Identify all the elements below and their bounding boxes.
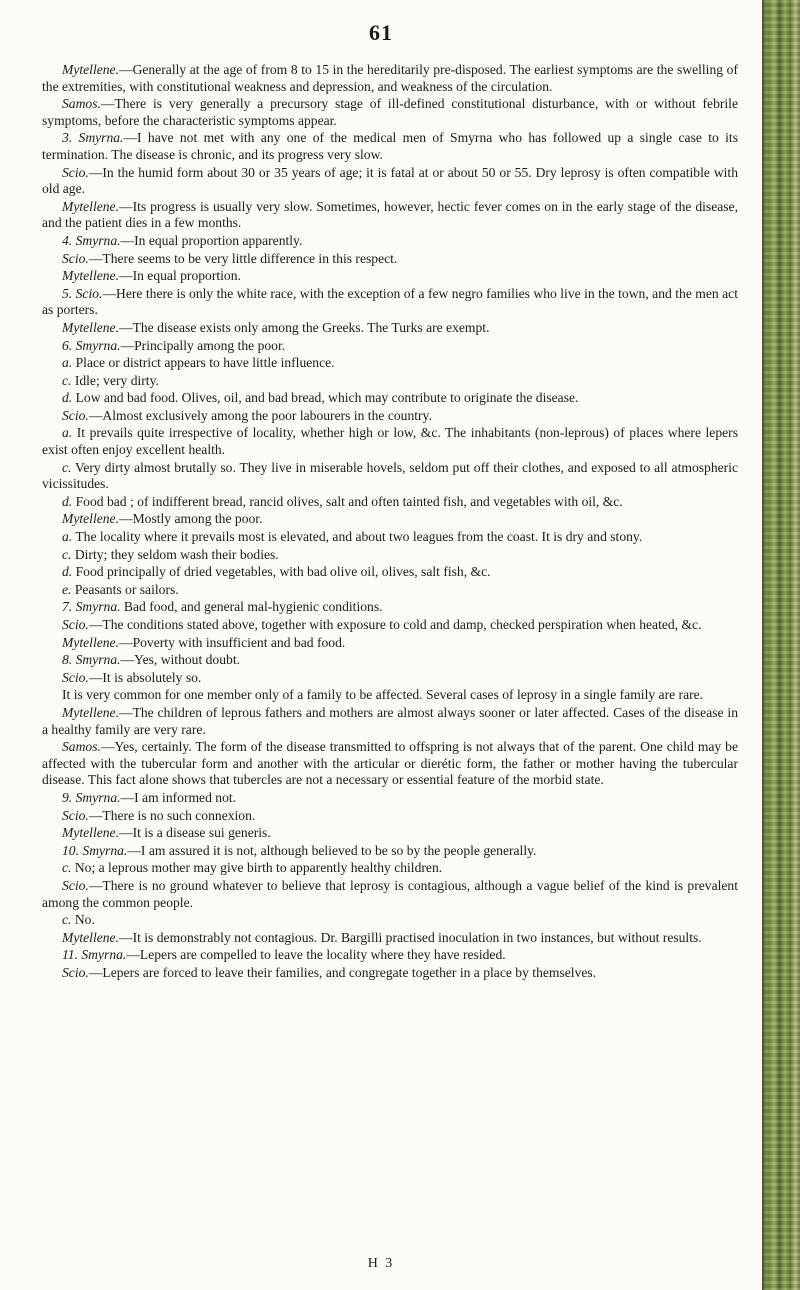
paragraph bbox=[42, 912, 738, 929]
paragraph-text: —In equal proportion. bbox=[118, 268, 241, 284]
paragraph-text: —Lepers are compelled to leave the locality where they have resided. bbox=[126, 947, 506, 963]
paragraph-text: —Poverty with insufficient and bad food. bbox=[118, 634, 346, 650]
paragraph-lead: Mytellene. bbox=[62, 511, 119, 527]
paragraph-text: —Here there is only the white race, with the exception of a few negro families who live in the town, and the men act as porters. bbox=[42, 285, 738, 318]
paragraph-lead: 8. Smyrna. bbox=[62, 652, 121, 668]
paragraph-text: —It is a disease sui generis. bbox=[118, 825, 271, 841]
paragraph bbox=[42, 62, 738, 95]
paragraph bbox=[42, 808, 738, 825]
paragraph bbox=[42, 843, 738, 860]
paragraph bbox=[42, 268, 738, 285]
paragraph-text: —Yes, without doubt. bbox=[120, 652, 241, 668]
paragraph bbox=[42, 355, 738, 372]
paragraph bbox=[42, 165, 738, 198]
paragraph bbox=[42, 930, 738, 947]
paragraph-text: It prevails quite irrespective of locality, whether high or low, &c. The inhabitants (non-leprous) of places where lepers exist often enjoy excellent health. bbox=[42, 425, 738, 458]
paragraph-text: —Almost exclusively among the poor labourers in the country. bbox=[88, 407, 432, 423]
paragraph-text: —I am assured it is not, although believed to be so by the people generally. bbox=[127, 842, 537, 858]
paragraph-text: Low and bad food. Olives, oil, and bad bread, which may contribute to originate the disease. bbox=[72, 390, 579, 406]
paragraph-text: —I have not met with any one of the medical men of Smyrna who has followed up a single case to its termination. The disease is chronic, and its progress very slow. bbox=[42, 130, 738, 162]
paragraph-text: —Mostly among the poor. bbox=[118, 511, 263, 527]
paragraph-text: Peasants or sailors. bbox=[71, 581, 179, 597]
paragraph bbox=[42, 320, 738, 337]
paragraph-lead: Scio. bbox=[62, 164, 89, 180]
body-text bbox=[42, 62, 738, 982]
paragraph-text: No. bbox=[71, 912, 95, 928]
paragraph-lead: a. bbox=[62, 529, 73, 545]
paragraph-text: —There seems to be very little difference in this respect. bbox=[88, 250, 398, 266]
paragraph bbox=[42, 564, 738, 581]
paragraph bbox=[42, 547, 738, 564]
book-binding-edge bbox=[762, 0, 800, 1290]
paragraph-text: No; a leprous mother may give birth to apparently healthy children. bbox=[71, 860, 443, 876]
paragraph bbox=[42, 790, 738, 807]
paragraph-lead: 7. Smyrna. bbox=[62, 599, 121, 615]
paragraph-text: It is very common for one member only of a family to be affected. Several cases of leprosy in a single family are rare. bbox=[62, 687, 704, 703]
paragraph bbox=[42, 373, 738, 390]
paragraph-text: —I am informed not. bbox=[120, 789, 237, 805]
paragraph-lead: Mytellene. bbox=[62, 634, 119, 650]
paragraph-lead: c. bbox=[62, 912, 72, 928]
paragraph-text: —It is demonstrably not contagious. Dr. Bargilli practised inoculation in two instances, but without results. bbox=[118, 929, 702, 945]
paragraph-text: —In the humid form about 30 or 35 years of age; it is fatal at or about 50 or 55. Dry leprosy is often compatible with old age. bbox=[42, 164, 738, 197]
paragraph bbox=[42, 599, 738, 616]
paragraph-lead: Mytellene. bbox=[62, 198, 119, 214]
paragraph-lead: 6. Smyrna. bbox=[62, 337, 121, 353]
paragraph-lead: a. bbox=[62, 425, 73, 441]
paragraph bbox=[42, 408, 738, 425]
paragraph bbox=[42, 251, 738, 268]
paragraph bbox=[42, 947, 738, 964]
paragraph-text: —It is absolutely so. bbox=[88, 669, 202, 685]
paragraph bbox=[42, 425, 738, 458]
paragraph-lead: c. bbox=[62, 372, 72, 388]
paragraph-text: Dirty; they seldom wash their bodies. bbox=[71, 546, 279, 562]
paragraph bbox=[42, 199, 738, 232]
paragraph-text: —In equal proportion apparently. bbox=[120, 232, 303, 248]
paragraph-lead: Mytellene. bbox=[62, 268, 119, 284]
paragraph-lead: c. bbox=[62, 546, 72, 562]
paragraph-lead: c. bbox=[62, 860, 72, 876]
paragraph-lead: 9. Smyrna. bbox=[62, 789, 121, 805]
paragraph bbox=[42, 965, 738, 982]
paragraph-lead: d. bbox=[62, 493, 73, 509]
paragraph-lead: 5. Scio. bbox=[62, 285, 103, 301]
paragraph-lead: d. bbox=[62, 564, 73, 580]
paragraph-text: —Lepers are forced to leave their families, and congregate together in a place by themselves. bbox=[88, 964, 597, 980]
paragraph-lead: e. bbox=[62, 581, 72, 597]
paragraph bbox=[42, 130, 738, 163]
paragraph-text: The locality where it prevails most is elevated, and about two leagues from the coast. It is dry and stony. bbox=[72, 529, 643, 545]
paragraph bbox=[42, 705, 738, 738]
paragraph-lead: Samos. bbox=[62, 739, 101, 755]
paragraph-text: —Principally among the poor. bbox=[120, 337, 286, 353]
paragraph bbox=[42, 494, 738, 511]
paragraph bbox=[42, 511, 738, 528]
paragraph-text: Idle; very dirty. bbox=[71, 372, 159, 388]
paragraph-text: Place or district appears to have little influence. bbox=[72, 355, 335, 371]
paragraph-lead: Scio. bbox=[62, 877, 89, 893]
paragraph bbox=[42, 652, 738, 669]
paragraph bbox=[42, 390, 738, 407]
paragraph bbox=[42, 739, 738, 789]
paragraph-text: —The conditions stated above, together with exposure to cold and damp, checked perspiration when heated, &c. bbox=[88, 617, 702, 632]
paragraph-lead: a. bbox=[62, 355, 73, 371]
paragraph bbox=[42, 233, 738, 250]
paragraph-lead: 3. Smyrna. bbox=[62, 130, 124, 146]
paragraph bbox=[42, 687, 738, 704]
paragraph-lead: 11. Smyrna. bbox=[62, 947, 127, 963]
paragraph-lead: Mytellene. bbox=[62, 319, 119, 335]
paragraph bbox=[42, 825, 738, 842]
paragraph-text: —The children of leprous fathers and mothers are almost always sooner or later affected. Cases of the disease in a healthy family are very rare. bbox=[42, 704, 738, 737]
paragraph bbox=[42, 460, 738, 493]
paragraph-text: —Yes, certainly. The form of the disease transmitted to offspring is not always that of the parent. One child may be affected with the tubercular form and another with the articular or dierétic form, the father or mother having the tubercular disease. This fact alone shows that tubercles are not a necessary or essential feature of the morbid state. bbox=[42, 739, 738, 788]
paragraph-lead: Mytellene. bbox=[62, 62, 119, 77]
paragraph-lead: c. bbox=[62, 459, 72, 475]
paragraph-text: Bad food, and general mal-hygienic conditions. bbox=[120, 599, 383, 615]
paragraph-lead: Mytellene. bbox=[62, 929, 119, 945]
paragraph-lead: Scio. bbox=[62, 617, 89, 632]
paragraph bbox=[42, 286, 738, 319]
paragraph-lead: Mytellene. bbox=[62, 704, 119, 720]
page-number: 61 bbox=[369, 20, 393, 45]
paragraph-text: Food principally of dried vegetables, with bad olive oil, olives, salt fish, &c. bbox=[72, 564, 491, 580]
paragraph bbox=[42, 96, 738, 129]
paragraph-lead: Scio. bbox=[62, 964, 89, 980]
paragraph bbox=[42, 582, 738, 599]
paragraph-lead: Scio. bbox=[62, 250, 89, 266]
paragraph-text: —The disease exists only among the Greeks. The Turks are exempt. bbox=[118, 319, 490, 335]
paragraph-lead: Scio. bbox=[62, 407, 89, 423]
paragraph bbox=[42, 617, 738, 634]
paragraph bbox=[42, 635, 738, 652]
paragraph-lead: d. bbox=[62, 390, 73, 406]
paragraph bbox=[42, 860, 738, 877]
paragraph-text: —There is no ground whatever to believe that leprosy is contagious, although a vague belief of the kind is prevalent among the common people. bbox=[42, 877, 738, 910]
paragraph-text: Food bad ; of indifferent bread, rancid olives, salt and often tainted fish, and vegetables with oil, &c. bbox=[72, 493, 623, 509]
paragraph bbox=[42, 529, 738, 546]
paragraph-lead: Scio. bbox=[62, 669, 89, 685]
paragraph bbox=[42, 670, 738, 687]
paragraph-text: —Its progress is usually very slow. Sometimes, however, hectic fever comes on in the early stage of the disease, and the patient dies in a few months. bbox=[42, 198, 738, 231]
paragraph-lead: Samos. bbox=[62, 96, 101, 112]
paragraph-lead: Scio. bbox=[62, 807, 89, 823]
signature-mark: H 3 bbox=[367, 1256, 395, 1271]
paragraph-text: —There is very generally a precursory stage of ill-defined constitutional disturbance, with or without febrile symptoms, before the characteristic symptoms appear. bbox=[42, 96, 738, 128]
paragraph bbox=[42, 878, 738, 911]
paragraph-lead: 10. Smyrna. bbox=[62, 842, 128, 858]
paragraph-text: Very dirty almost brutally so. They live in miserable hovels, seldom put off their clothes, and exposed to all atmospheric vicissitudes. bbox=[42, 459, 738, 492]
paragraph-lead: Mytellene. bbox=[62, 825, 119, 841]
paragraph-lead: 4. Smyrna. bbox=[62, 232, 121, 248]
paragraph-text: —There is no such connexion. bbox=[88, 807, 256, 823]
paragraph bbox=[42, 338, 738, 355]
paragraph-text: —Generally at the age of from 8 to 15 in the hereditarily pre-disposed. The earliest symptoms are the swelling of the extremities, with constitutional weakness and depression, and weakness of the circulation. bbox=[42, 62, 738, 94]
